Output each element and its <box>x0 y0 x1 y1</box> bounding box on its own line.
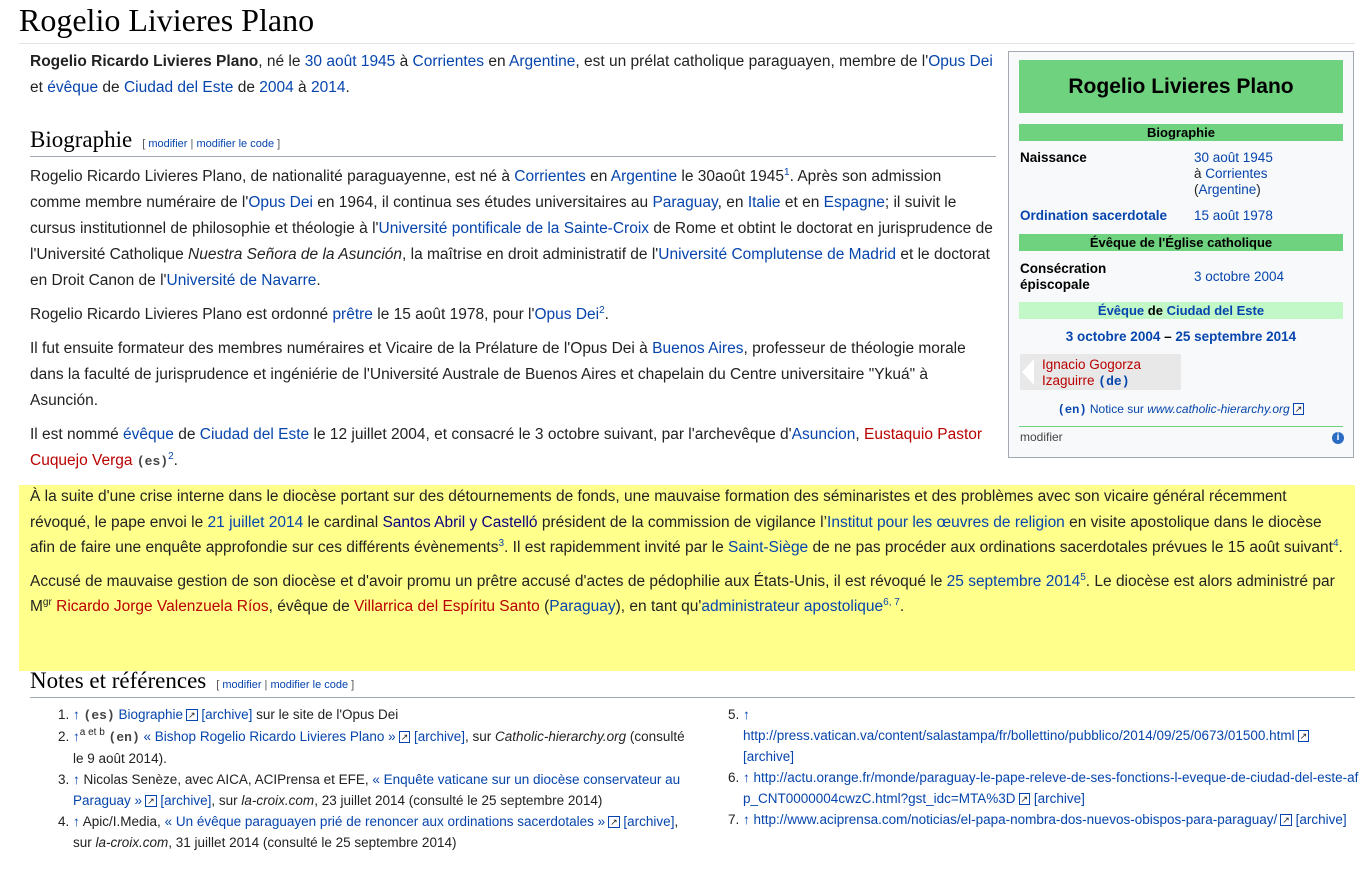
backlink-arrow[interactable]: ↑ <box>73 729 80 744</box>
backlink-arrow[interactable]: ↑ <box>73 814 80 829</box>
footnote-ref[interactable]: 2 <box>168 451 174 462</box>
footnote-ref[interactable]: 3 <box>498 538 505 549</box>
language-tag: (es) <box>83 708 115 723</box>
eveque-link[interactable]: Évêque <box>1097 303 1145 318</box>
edit-source-link[interactable]: modifier le code <box>270 679 349 691</box>
external-link-icon <box>183 707 198 722</box>
infobox-section-biographie: Biographie <box>1019 124 1343 141</box>
infobox-footer-rule <box>1019 426 1343 427</box>
corrientes-link[interactable]: Corrientes <box>514 168 586 185</box>
archive-link[interactable]: [archive] <box>1033 791 1085 806</box>
opus-dei-link[interactable]: Opus Dei <box>534 306 600 323</box>
external-link-icon <box>1295 728 1310 743</box>
notice-link[interactable]: Notice sur www.catholic-hierarchy.org <box>1089 402 1290 416</box>
consecration-date-link[interactable]: 3 octobre 2004 <box>1194 269 1285 284</box>
section-edit-links: [ modifier | modifier le code ] <box>142 138 281 150</box>
language-tag: (es) <box>136 454 169 469</box>
opus-dei-link[interactable]: Opus Dei <box>248 194 313 211</box>
navarre-link[interactable]: Université de Navarre <box>166 272 317 289</box>
paraguay-link[interactable]: Paraguay <box>652 194 718 211</box>
reference-link[interactable]: http://actu.orange.fr/monde/paraguay-le-pape-releve-de-ses-fonctions-l-eveque-de-ciudad-del-este-afp_CNT0000004cwzC.html?gst_idc=MTA%3D <box>743 770 1359 806</box>
opus-dei-link[interactable]: Opus Dei <box>928 53 993 70</box>
eveque-link[interactable]: évêque <box>47 79 99 96</box>
footnote-ref[interactable]: 4 <box>1332 538 1339 549</box>
paraguay-link[interactable]: Paraguay <box>549 598 616 615</box>
language-tag: (en) <box>1057 403 1087 417</box>
reference-link[interactable]: « Enquête vaticane sur un diocèse conservateur au Paraguay » <box>73 772 681 808</box>
external-link-icon <box>142 793 157 808</box>
reference-link[interactable]: http://press.vatican.va/content/salastampa/fr/bollettino/pubblico/2014/09/25/0673/01500.html <box>743 728 1295 743</box>
reference-link[interactable]: « Bishop Rogelio Ricardo Livieres Plano » <box>143 729 396 744</box>
highlighted-text-block <box>19 485 1355 671</box>
predecessor-box[interactable] <box>1020 354 1181 390</box>
reference-item: 1. ↑ (es) Biographie ↗ [archive] sur le site de l'Opus Dei <box>73 704 690 726</box>
biography-text <box>30 164 996 475</box>
bio-paragraph-4: Il est nommé évêque de Ciudad del Este le 12 juillet 2004, et consacré le 3 octobre suivant, par l'archevêque d'Asuncion, Eustaquio Pastor Cuquejo Verga (es)$^2$. <box>30 426 983 469</box>
intro-paragraph: Rogelio Ricardo Livieres Plano, né le 30 août 1945 à Corrientes en Argentine, est un prélat catholique paraguayen, membre de l'Opus Dei et évêque de Ciudad del Este de 2004 à 2014. <box>30 53 993 96</box>
tenure-start-link[interactable]: 3 octobre 2004 <box>1065 329 1161 344</box>
saint-siege-link[interactable]: Saint-Siège <box>728 539 809 556</box>
external-link-icon <box>396 729 411 744</box>
argentine-link[interactable]: Argentine <box>1198 182 1257 197</box>
infobox-section-eveque: Évêque de l'Église catholique <box>1019 234 1343 251</box>
reference-link[interactable]: Biographie <box>118 707 184 722</box>
subject-name: Rogelio Ricardo Livieres Plano <box>30 53 259 70</box>
predecessor-link[interactable]: Ignacio Gogorza Izaguirre <box>1042 357 1142 388</box>
section-divider <box>30 697 1355 698</box>
reference-item <box>743 704 1360 767</box>
birth-date-link[interactable]: 30 août 1945 <box>304 53 396 70</box>
italie-link[interactable]: Italie <box>747 194 781 211</box>
argentine-link[interactable]: Argentine <box>610 168 678 185</box>
bio-paragraph-6: Accusé de mauvaise gestion de son diocèse et d'avoir promu un prêtre accusé d'actes de pédophilie aux États-Unis, il est révoqué le 25 septembre 2014$^5$. Le diocèse est alors administré par $M^{gr}$ Ricardo Jorge Valenzuela Ríos, évêque de Villarrica del Espíritu Santo (Paraguay), en tant qu'administrateur apostolique$^{6, 7}$. <box>30 571 1335 615</box>
reference-item: 3. ↑ Nicolas Senèze, avec AICA, ACIPrensa et EFE, « Enquête vaticane sur un diocèse conservateur au Paraguay » ↗ [archive], sur la-croix.com, 23 juillet 2014 (consulté le 25 septembre 2014) <box>73 769 690 811</box>
footnote-ref[interactable]: 2 <box>599 305 605 316</box>
archive-link[interactable]: [archive] <box>623 814 675 829</box>
consecration-label: Consécration épiscopale <box>1020 261 1107 292</box>
ciudad-del-este-link[interactable]: Ciudad del Este <box>123 79 234 96</box>
bio-paragraph-1: Rogelio Ricardo Livieres Plano, de nationalité paraguayenne, est né à Corrientes en Argentine le 30août 1945$^1$. Après son admission comme membre numéraire de l'Opus Dei en 1964, il continua ses études universitaires au Paraguay, en Italie et en Espagne; il suivit le cursus institutionnel de philosophie et théologie à l'Université pontificale de la Sainte-Croix de Rome et obtint le doctorat en jurisprudence de l'Université Catholique Nuestra Señora de la Asunción, la maîtrise en droit administratif de l'Université Complutense de Madrid et le doctorat en Droit Canon de l'Université de Navarre. <box>30 167 993 289</box>
backlink-arrow[interactable]: ↑ <box>743 707 750 722</box>
info-icon[interactable]: i <box>1332 432 1344 444</box>
bio-paragraph-2: Rogelio Ricardo Livieres Plano est ordonné prêtre le 15 août 1978, pour l'Opus Dei$^2$. <box>30 305 609 323</box>
infobox-modifier-link[interactable]: modifier <box>1020 430 1063 444</box>
reference-item: 4. ↑ Apic/I.Media, « Un évêque paraguayen prié de renoncer aux ordinations sacerdotales » ↗ [archive], sur la-croix.com, 31 juillet 2014 (consulté le 25 septembre 2014) <box>73 811 690 853</box>
administrateur-link[interactable]: administrateur apostolique <box>701 598 884 615</box>
title-divider <box>19 43 1355 44</box>
archive-link[interactable]: [archive] <box>414 729 466 744</box>
reference-item: 2. ↑$^{a et b}$ (en) « Bishop Rogelio Ricardo Livieres Plano » ↗ [archive], sur Catholic-hierarchy.org (consulté le 9 août 2014). <box>73 726 690 769</box>
pretre-link[interactable]: prêtre <box>332 306 373 323</box>
ordination-date-link[interactable]: 15 août 1978 <box>1194 208 1273 223</box>
year-2004-link[interactable]: 2004 <box>259 79 294 96</box>
backlink-arrow[interactable]: ↑ <box>73 707 80 722</box>
espagne-link[interactable]: Espagne <box>823 194 885 211</box>
naissance-date-link[interactable]: 30 août 1945 <box>1194 150 1273 165</box>
argentine-link[interactable]: Argentine <box>509 53 576 70</box>
edit-source-link[interactable]: modifier le code <box>196 138 275 150</box>
ior-link[interactable]: Institut pour les œuvres de religion <box>827 513 1065 531</box>
corrientes-link[interactable]: Corrientes <box>1205 166 1268 181</box>
naissance-label: Naissance <box>1020 150 1087 165</box>
footnote-ref[interactable]: 5 <box>1080 571 1086 583</box>
year-2014-link[interactable]: 2014 <box>310 79 346 96</box>
infobox-title: Rogelio Livieres Plano <box>1019 60 1343 113</box>
archive-link[interactable]: [archive] <box>201 707 253 722</box>
infobox <box>1008 51 1354 458</box>
backlink-arrow[interactable]: ↑ <box>743 812 750 827</box>
edit-section-link[interactable]: modifier <box>222 679 262 691</box>
reference-link[interactable]: « Un évêque paraguayen prié de renoncer aux ordinations sacerdotales » <box>164 814 606 829</box>
archive-link[interactable]: [archive] <box>160 793 212 808</box>
asuncion-link[interactable]: Asuncion <box>791 426 856 443</box>
eveque-link[interactable]: évêque <box>123 426 174 443</box>
infobox-notice <box>1009 401 1353 418</box>
footnote-ref[interactable]: 1 <box>784 167 790 178</box>
language-tag: (de) <box>1098 374 1130 389</box>
section-heading-biographie: Biographie [ modifier | modifier le code ] <box>30 127 281 152</box>
footnote-ref[interactable]: 6, 7 <box>883 597 900 608</box>
edit-section-link[interactable]: modifier <box>148 138 188 150</box>
date-21-juillet-link[interactable]: 21 juillet 2014 <box>207 513 304 531</box>
date-25-septembre-link[interactable]: 25 septembre 2014 <box>946 572 1081 590</box>
external-link-icon <box>1290 402 1305 416</box>
external-link-icon <box>605 814 620 829</box>
archive-link[interactable]: [archive] <box>1295 812 1347 827</box>
villarrica-red-link[interactable]: Villarrica del Espíritu Santo <box>354 598 540 615</box>
infobox-tenure: 3 octobre 2004 – 25 septembre 2014 <box>1065 329 1297 344</box>
external-link-icon <box>1277 812 1292 827</box>
bio-paragraph-3: Il fut ensuite formateur des membres numéraires et Vicaire de la Prélature de l'Opus Dei à Buenos Aires, professeur de théologie morale dans la faculté de jurisprudence et ingéniérie de l'Université Australe de Buenos Aires et chapelain du Centre universitaire "Ykuá" à Asunción. <box>30 340 966 409</box>
tenure-end-link[interactable]: 25 septembre 2014 <box>1175 329 1297 344</box>
archive-link[interactable]: [archive] <box>743 749 795 764</box>
section-divider <box>30 156 996 157</box>
reference-link[interactable]: http://www.aciprensa.com/noticias/el-papa-nombra-dos-nuevos-obispos-para-paraguay/ <box>753 812 1278 827</box>
sainte-croix-link[interactable]: Université pontificale de la Sainte-Croix <box>378 220 650 237</box>
ordination-label[interactable]: Ordination sacerdotale <box>1020 208 1168 223</box>
ciudad-del-este-link[interactable]: Ciudad del Este <box>199 426 310 443</box>
reference-item <box>743 809 1360 830</box>
arrow-left-icon <box>1022 359 1034 385</box>
references-list-left <box>30 704 690 853</box>
santos-abril-link[interactable]: Santos Abril y Castelló <box>382 513 538 531</box>
backlink-arrow[interactable]: ↑ <box>743 770 750 785</box>
cuquejo-red-link[interactable]: Eustaquio Pastor Cuquejo Verga <box>30 426 983 469</box>
references-list-right <box>700 704 1360 830</box>
section-edit-links: [ modifier | modifier le code ] <box>216 679 355 691</box>
corrientes-link[interactable]: Corrientes <box>412 53 485 70</box>
naissance-value: 30 août 1945 à Corrientes (Argentine) <box>1194 150 1273 197</box>
infobox-see: Évêque de Ciudad del Este <box>1019 302 1343 319</box>
buenos-aires-link[interactable]: Buenos Aires <box>652 340 744 357</box>
reference-item <box>743 767 1360 809</box>
language-tag: (en) <box>108 730 140 745</box>
section-heading-notes: Notes et références [ modifier | modifier le code ] <box>30 668 355 693</box>
complutense-link[interactable]: Université Complutense de Madrid <box>658 246 897 263</box>
bio-paragraph-5: À la suite d'une crise interne dans le diocèse portant sur des détournements de fonds, une mauvaise formation des séminaristes et des problèmes avec son vicaire général récemment révoqué, le pape envoi le 21 juillet 2014 le cardinal Santos Abril y Castelló président de la commission de vigilance l’Institut pour les œuvres de religion en visite apostolique dans le diocèse afin de faire une enquête approfondie sur ces différents évènements$^3$. Il est rapidemment invité par le Saint-Siège de ne pas procéder aux ordinations sacerdotales prévues le 15 août suivant$^4$. <box>30 488 1343 556</box>
ciudad-del-este-link[interactable]: Ciudad del Este <box>1166 303 1265 318</box>
page-title: Rogelio Livieres Plano <box>19 2 315 38</box>
valenzuela-red-link[interactable]: Ricardo Jorge Valenzuela Ríos <box>56 598 269 615</box>
backlink-arrow[interactable]: ↑ <box>73 772 80 787</box>
external-link-icon <box>1016 791 1031 806</box>
